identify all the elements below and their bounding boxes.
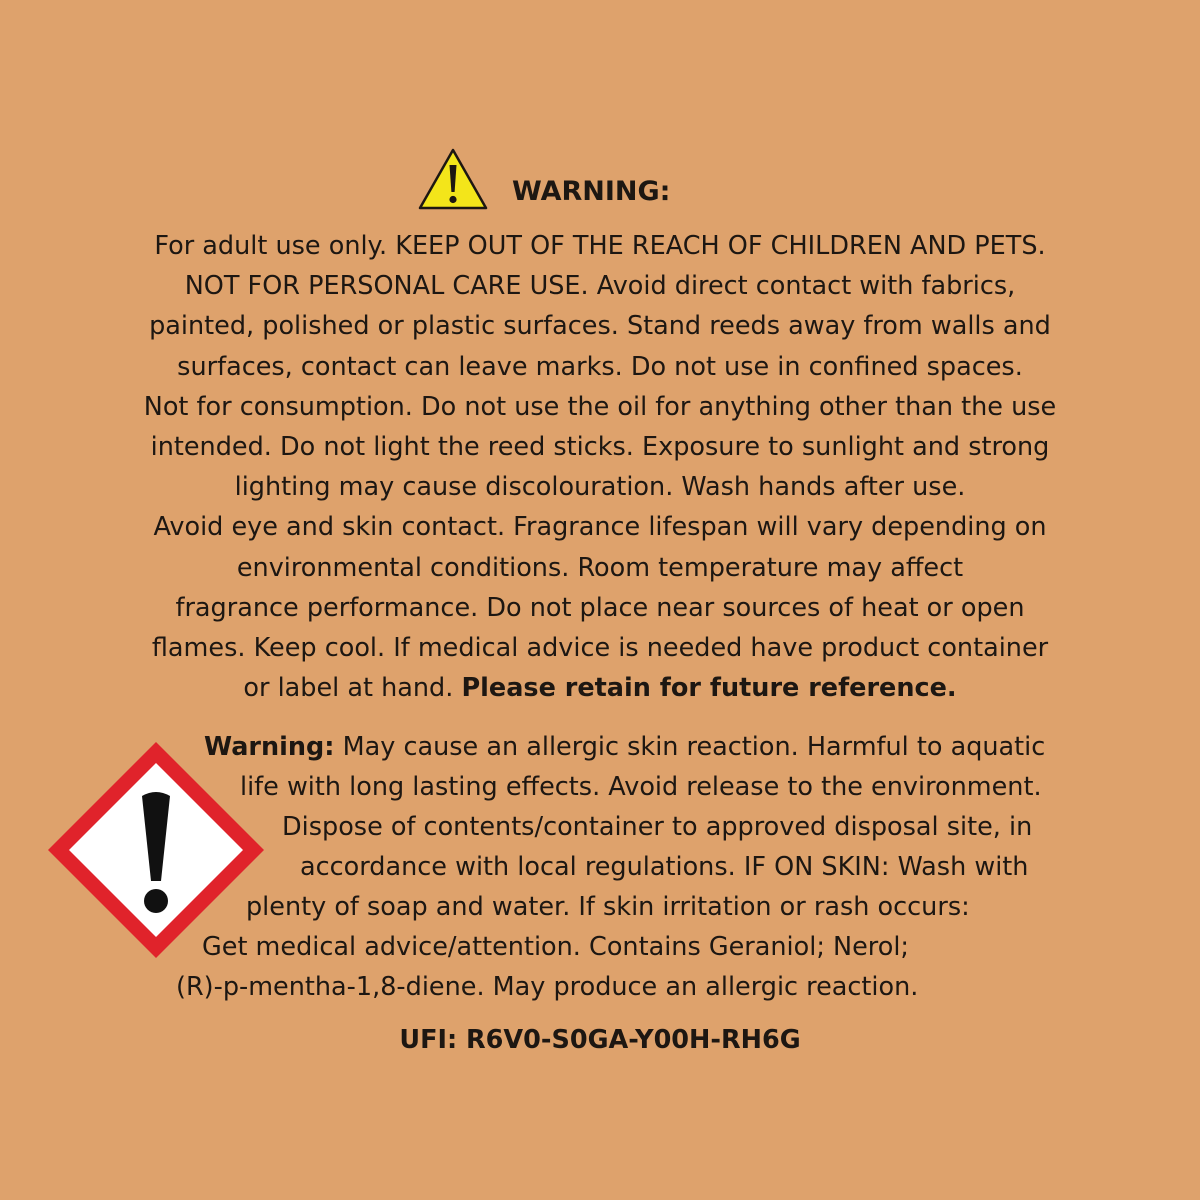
precaution-last-line-text: or label at hand.: [243, 673, 454, 704]
hazard-line: plenty of soap and water. If skin irritation or rash occurs:: [246, 892, 970, 922]
hazard-line: [204, 727, 1045, 767]
hazard-line-text: May cause an allergic skin reaction. Harmful to aquatic: [342, 732, 1046, 762]
precaution-line: Avoid eye and skin contact. Fragrance lifespan will vary depending on: [153, 512, 1047, 543]
precautions-text: [40, 226, 1160, 708]
precaution-line: NOT FOR PERSONAL CARE USE. Avoid direct contact with fabrics,: [184, 271, 1016, 302]
ufi-code: UFI: R6V0-S0GA-Y00H-RH6G: [399, 1025, 801, 1055]
precaution-line: surfaces, contact can leave marks. Do not use in confined spaces.: [177, 351, 1023, 382]
hazard-line: accordance with local regulations. IF ON SKIN: Wash with: [300, 852, 1029, 882]
precaution-line: intended. Do not light the reed sticks. Exposure to sunlight and strong: [150, 432, 1050, 463]
precaution-line: Not for consumption. Do not use the oil for anything other than the use: [143, 391, 1057, 422]
hazard-line: Get medical advice/attention. Contains Geraniol; Nerol;: [202, 932, 909, 962]
precaution-line: For adult use only. KEEP OUT OF THE REACH OF CHILDREN AND PETS.: [154, 231, 1046, 261]
precaution-last-line: [40, 668, 1160, 708]
hazard-line: life with long lasting effects. Avoid release to the environment.: [240, 772, 1042, 802]
precaution-line: lighting may cause discolouration. Wash hands after use.: [234, 472, 966, 503]
precaution-line: flames. Keep cool. If medical advice is needed have product container: [151, 633, 1049, 664]
warning-triangle-icon: [418, 148, 488, 210]
warning-header: [0, 148, 1200, 210]
hazard-line: (R)-p-mentha-1,8-diene. May produce an allergic reaction.: [176, 972, 919, 1002]
warning-title: WARNING:: [512, 176, 671, 207]
precaution-line: environmental conditions. Room temperature may affect: [236, 552, 964, 583]
precaution-line: painted, polished or plastic surfaces. Stand reeds away from walls and: [149, 311, 1051, 342]
retain-notice: Please retain for future reference.: [461, 673, 957, 704]
hazard-signal-word: Warning:: [204, 732, 335, 762]
precaution-line: fragrance performance. Do not place near sources of heat or open: [175, 592, 1025, 623]
hazard-line: Dispose of contents/container to approved disposal site, in: [282, 812, 1033, 842]
